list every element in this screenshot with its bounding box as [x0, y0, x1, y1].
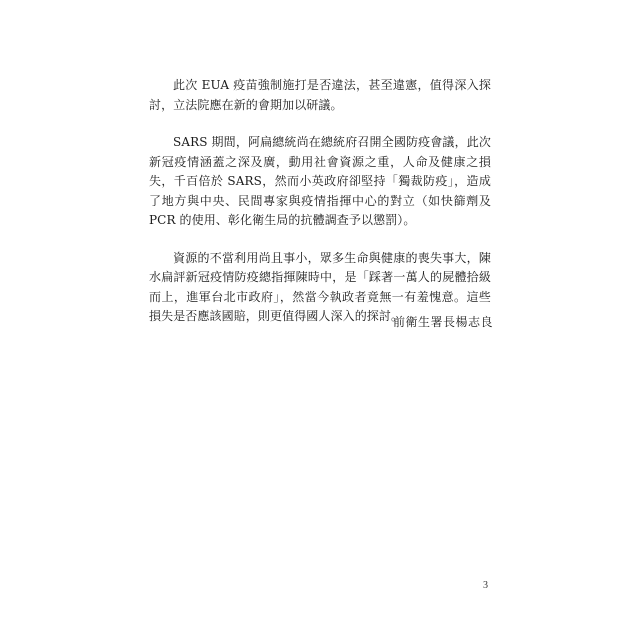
author-signature: 前衛生署長楊志良 — [392, 315, 493, 329]
body-text — [149, 76, 491, 345]
paragraph-3: 資源的不當利用尚且事小，眾多生命與健康的喪失事大，陳水扁評新冠疫情防疫總指揮陳時中，是「踩著一萬人的屍體拾級而上，進軍台北市政府」，然當今執政者竟無一有羞愧意。這些損失是否應該國賠，則更值得國人深入的探討。 — [149, 250, 491, 323]
page-number: 3 — [483, 580, 488, 591]
paragraph-1: 此次 EUA 疫苗強制施打是否違法，甚至違憲，值得深入探討，立法院應在新的會期加以研議。 — [149, 78, 491, 112]
paragraph-2: SARS 期間，阿扁總統尚在總統府召開全國防疫會議，此次新冠疫情涵蓋之深及廣，動用社會資源之重，人命及健康之損失，千百倍於 SARS，然而小英政府卻堅持「獨裁防疫」，造成了地方與中央、民間專家與疫情指揮中心的對立（如快篩劑及 PCR 的使用、彰化衛生局的抗體調查予以懲罰）。 — [149, 135, 491, 227]
